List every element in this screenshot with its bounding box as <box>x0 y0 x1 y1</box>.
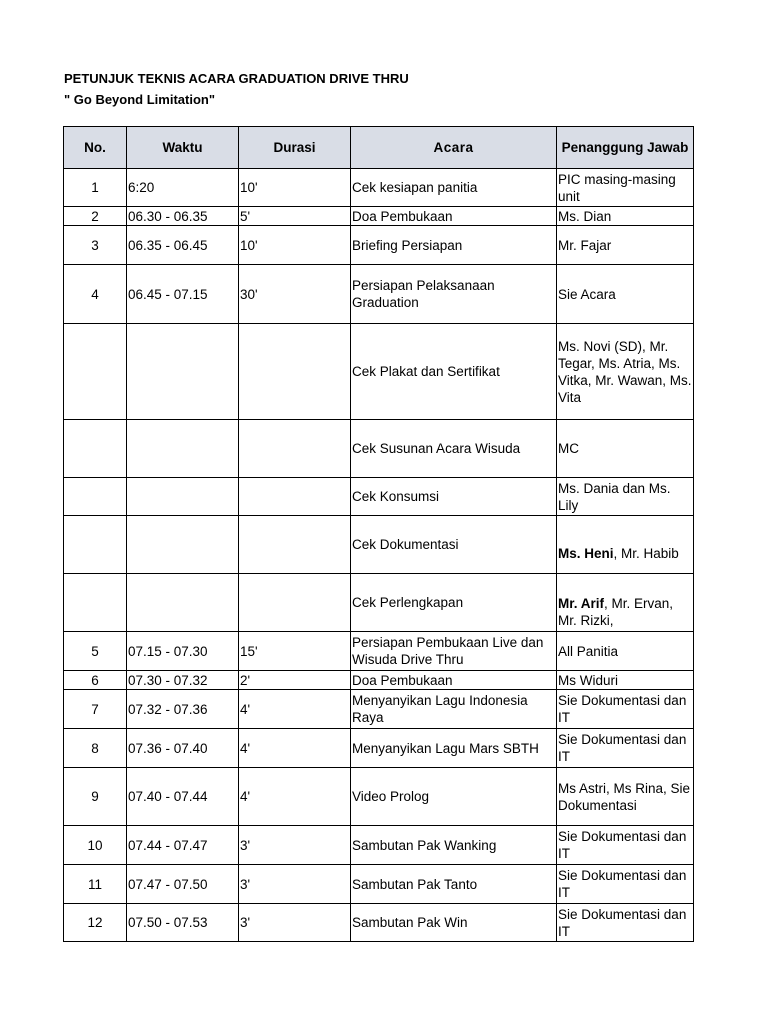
cell-durasi: 10' <box>239 226 351 265</box>
pj-text: All Panitia <box>558 643 619 659</box>
cell-durasi <box>239 478 351 516</box>
cell-waktu <box>127 516 239 574</box>
cell-waktu: 07.15 - 07.30 <box>127 632 239 671</box>
cell-no: 12 <box>64 904 127 942</box>
cell-no <box>64 574 127 632</box>
pj-text: Sie Dokumentasi dan IT <box>558 693 687 725</box>
cell-acara: Sambutan Pak Win <box>351 904 557 942</box>
cell-acara: Persiapan Pelaksanaan Graduation <box>351 265 557 324</box>
cell-waktu <box>127 420 239 478</box>
cell-waktu: 07.32 - 07.36 <box>127 690 239 729</box>
table-row <box>64 324 694 420</box>
table-row <box>64 207 694 226</box>
cell-no: 3 <box>64 226 127 265</box>
cell-no: 4 <box>64 265 127 324</box>
table-row <box>64 478 694 516</box>
cell-waktu: 07.44 - 07.47 <box>127 826 239 865</box>
table-row <box>64 904 694 942</box>
schedule-table <box>63 126 694 942</box>
cell-acara: Menyanyikan Lagu Mars SBTH <box>351 729 557 768</box>
cell-acara: Doa Pembukaan <box>351 671 557 690</box>
cell-acara: Video Prolog <box>351 768 557 826</box>
pj-text: Ms. Dian <box>558 208 612 224</box>
cell-no <box>64 324 127 420</box>
cell-no: 5 <box>64 632 127 671</box>
document-subtitle: " Go Beyond Limitation" <box>64 92 215 107</box>
header-durasi: Durasi <box>239 127 351 169</box>
header-row <box>64 127 694 169</box>
table-row <box>64 420 694 478</box>
cell-acara: Sambutan Pak Wanking <box>351 826 557 865</box>
cell-acara: Cek Konsumsi <box>351 478 557 516</box>
pj-text: Sie Acara <box>558 286 616 302</box>
pj-text: , Mr. Ervan, Mr. Rizki, <box>558 595 674 628</box>
cell-durasi: 4' <box>239 690 351 729</box>
cell-waktu: 07.30 - 07.32 <box>127 671 239 690</box>
cell-penanggung-jawab <box>557 516 694 574</box>
cell-durasi <box>239 324 351 420</box>
table-row <box>64 169 694 207</box>
cell-penanggung-jawab <box>557 420 694 478</box>
cell-penanggung-jawab <box>557 865 694 904</box>
header-penanggung-jawab: Penanggung Jawab <box>557 127 694 169</box>
cell-penanggung-jawab <box>557 690 694 729</box>
cell-durasi: 3' <box>239 904 351 942</box>
cell-no <box>64 516 127 574</box>
cell-durasi: 4' <box>239 768 351 826</box>
cell-acara: Cek Plakat dan Sertifikat <box>351 324 557 420</box>
cell-acara: Doa Pembukaan <box>351 207 557 226</box>
cell-penanggung-jawab <box>557 904 694 942</box>
cell-durasi: 4' <box>239 729 351 768</box>
cell-acara: Sambutan Pak Tanto <box>351 865 557 904</box>
cell-waktu: 07.47 - 07.50 <box>127 865 239 904</box>
cell-waktu <box>127 324 239 420</box>
cell-no: 6 <box>64 671 127 690</box>
cell-penanggung-jawab <box>557 478 694 516</box>
cell-penanggung-jawab <box>557 671 694 690</box>
cell-penanggung-jawab <box>557 265 694 324</box>
cell-acara: Briefing Persiapan <box>351 226 557 265</box>
table-row <box>64 690 694 729</box>
header-acara: Acara <box>351 127 557 169</box>
cell-no: 8 <box>64 729 127 768</box>
cell-no: 7 <box>64 690 127 729</box>
cell-penanggung-jawab <box>557 729 694 768</box>
document-title: PETUNJUK TEKNIS ACARA GRADUATION DRIVE THRU <box>64 71 409 86</box>
cell-no: 9 <box>64 768 127 826</box>
cell-waktu: 07.36 - 07.40 <box>127 729 239 768</box>
cell-acara: Cek Dokumentasi <box>351 516 557 574</box>
cell-acara: Persiapan Pembukaan Live dan Wisuda Drive Thru <box>351 632 557 671</box>
table-row <box>64 671 694 690</box>
cell-durasi <box>239 574 351 632</box>
table-row <box>64 226 694 265</box>
pj-text: Sie Dokumentasi dan IT <box>558 906 687 939</box>
cell-durasi: 10' <box>239 169 351 207</box>
cell-acara: Cek Perlengkapan <box>351 574 557 632</box>
cell-durasi: 5' <box>239 207 351 226</box>
cell-penanggung-jawab <box>557 632 694 671</box>
cell-waktu: 06.35 - 06.45 <box>127 226 239 265</box>
pj-text: Ms Astri, Ms Rina, Sie Dokumentasi <box>558 780 691 813</box>
cell-durasi: 15' <box>239 632 351 671</box>
cell-durasi <box>239 420 351 478</box>
cell-waktu <box>127 478 239 516</box>
pj-text: Ms. Dania dan Ms. Lily <box>558 480 671 513</box>
cell-acara: Menyanyikan Lagu Indonesia Raya <box>351 690 557 729</box>
cell-penanggung-jawab <box>557 226 694 265</box>
cell-waktu <box>127 574 239 632</box>
pj-text: Sie Dokumentasi dan IT <box>558 732 687 764</box>
pj-bold-name: Mr. Arif <box>558 595 605 611</box>
cell-waktu: 06.30 - 06.35 <box>127 207 239 226</box>
pj-text: Sie Dokumentasi dan IT <box>558 868 687 900</box>
cell-waktu: 06.45 - 07.15 <box>127 265 239 324</box>
table-row <box>64 826 694 865</box>
cell-penanggung-jawab <box>557 826 694 865</box>
table-row <box>64 729 694 768</box>
cell-penanggung-jawab <box>557 574 694 632</box>
pj-bold-name: Ms. Heni <box>558 546 614 561</box>
cell-penanggung-jawab <box>557 768 694 826</box>
cell-no <box>64 478 127 516</box>
table-row <box>64 865 694 904</box>
cell-no: 2 <box>64 207 127 226</box>
pj-text: PIC masing-masing unit <box>558 171 676 204</box>
cell-no: 1 <box>64 169 127 207</box>
cell-penanggung-jawab <box>557 324 694 420</box>
cell-no: 11 <box>64 865 127 904</box>
cell-waktu: 07.50 - 07.53 <box>127 904 239 942</box>
cell-no <box>64 420 127 478</box>
header-waktu: Waktu <box>127 127 239 169</box>
pj-text: MC <box>558 441 579 456</box>
table-row <box>64 632 694 671</box>
table-row <box>64 265 694 324</box>
pj-text: Ms. Novi (SD), Mr. Tegar, Ms. Atria, Ms. Vitka, Mr. Wawan, Ms. Vita <box>558 338 692 405</box>
cell-acara: Cek kesiapan panitia <box>351 169 557 207</box>
pj-text: Mr. Fajar <box>558 237 612 253</box>
table-row <box>64 768 694 826</box>
cell-durasi: 3' <box>239 826 351 865</box>
table-row <box>64 574 694 632</box>
table-row <box>64 516 694 574</box>
cell-acara: Cek Susunan Acara Wisuda <box>351 420 557 478</box>
cell-durasi: 2' <box>239 671 351 690</box>
cell-durasi: 3' <box>239 865 351 904</box>
cell-penanggung-jawab <box>557 169 694 207</box>
header-no: No. <box>64 127 127 169</box>
cell-waktu: 6:20 <box>127 169 239 207</box>
pj-text: Ms Widuri <box>558 672 618 688</box>
pj-text: Sie Dokumentasi dan IT <box>558 829 687 861</box>
pj-text: , Mr. Habib <box>613 546 679 561</box>
cell-no: 10 <box>64 826 127 865</box>
cell-durasi <box>239 516 351 574</box>
cell-durasi: 30' <box>239 265 351 324</box>
cell-waktu: 07.40 - 07.44 <box>127 768 239 826</box>
cell-penanggung-jawab <box>557 207 694 226</box>
